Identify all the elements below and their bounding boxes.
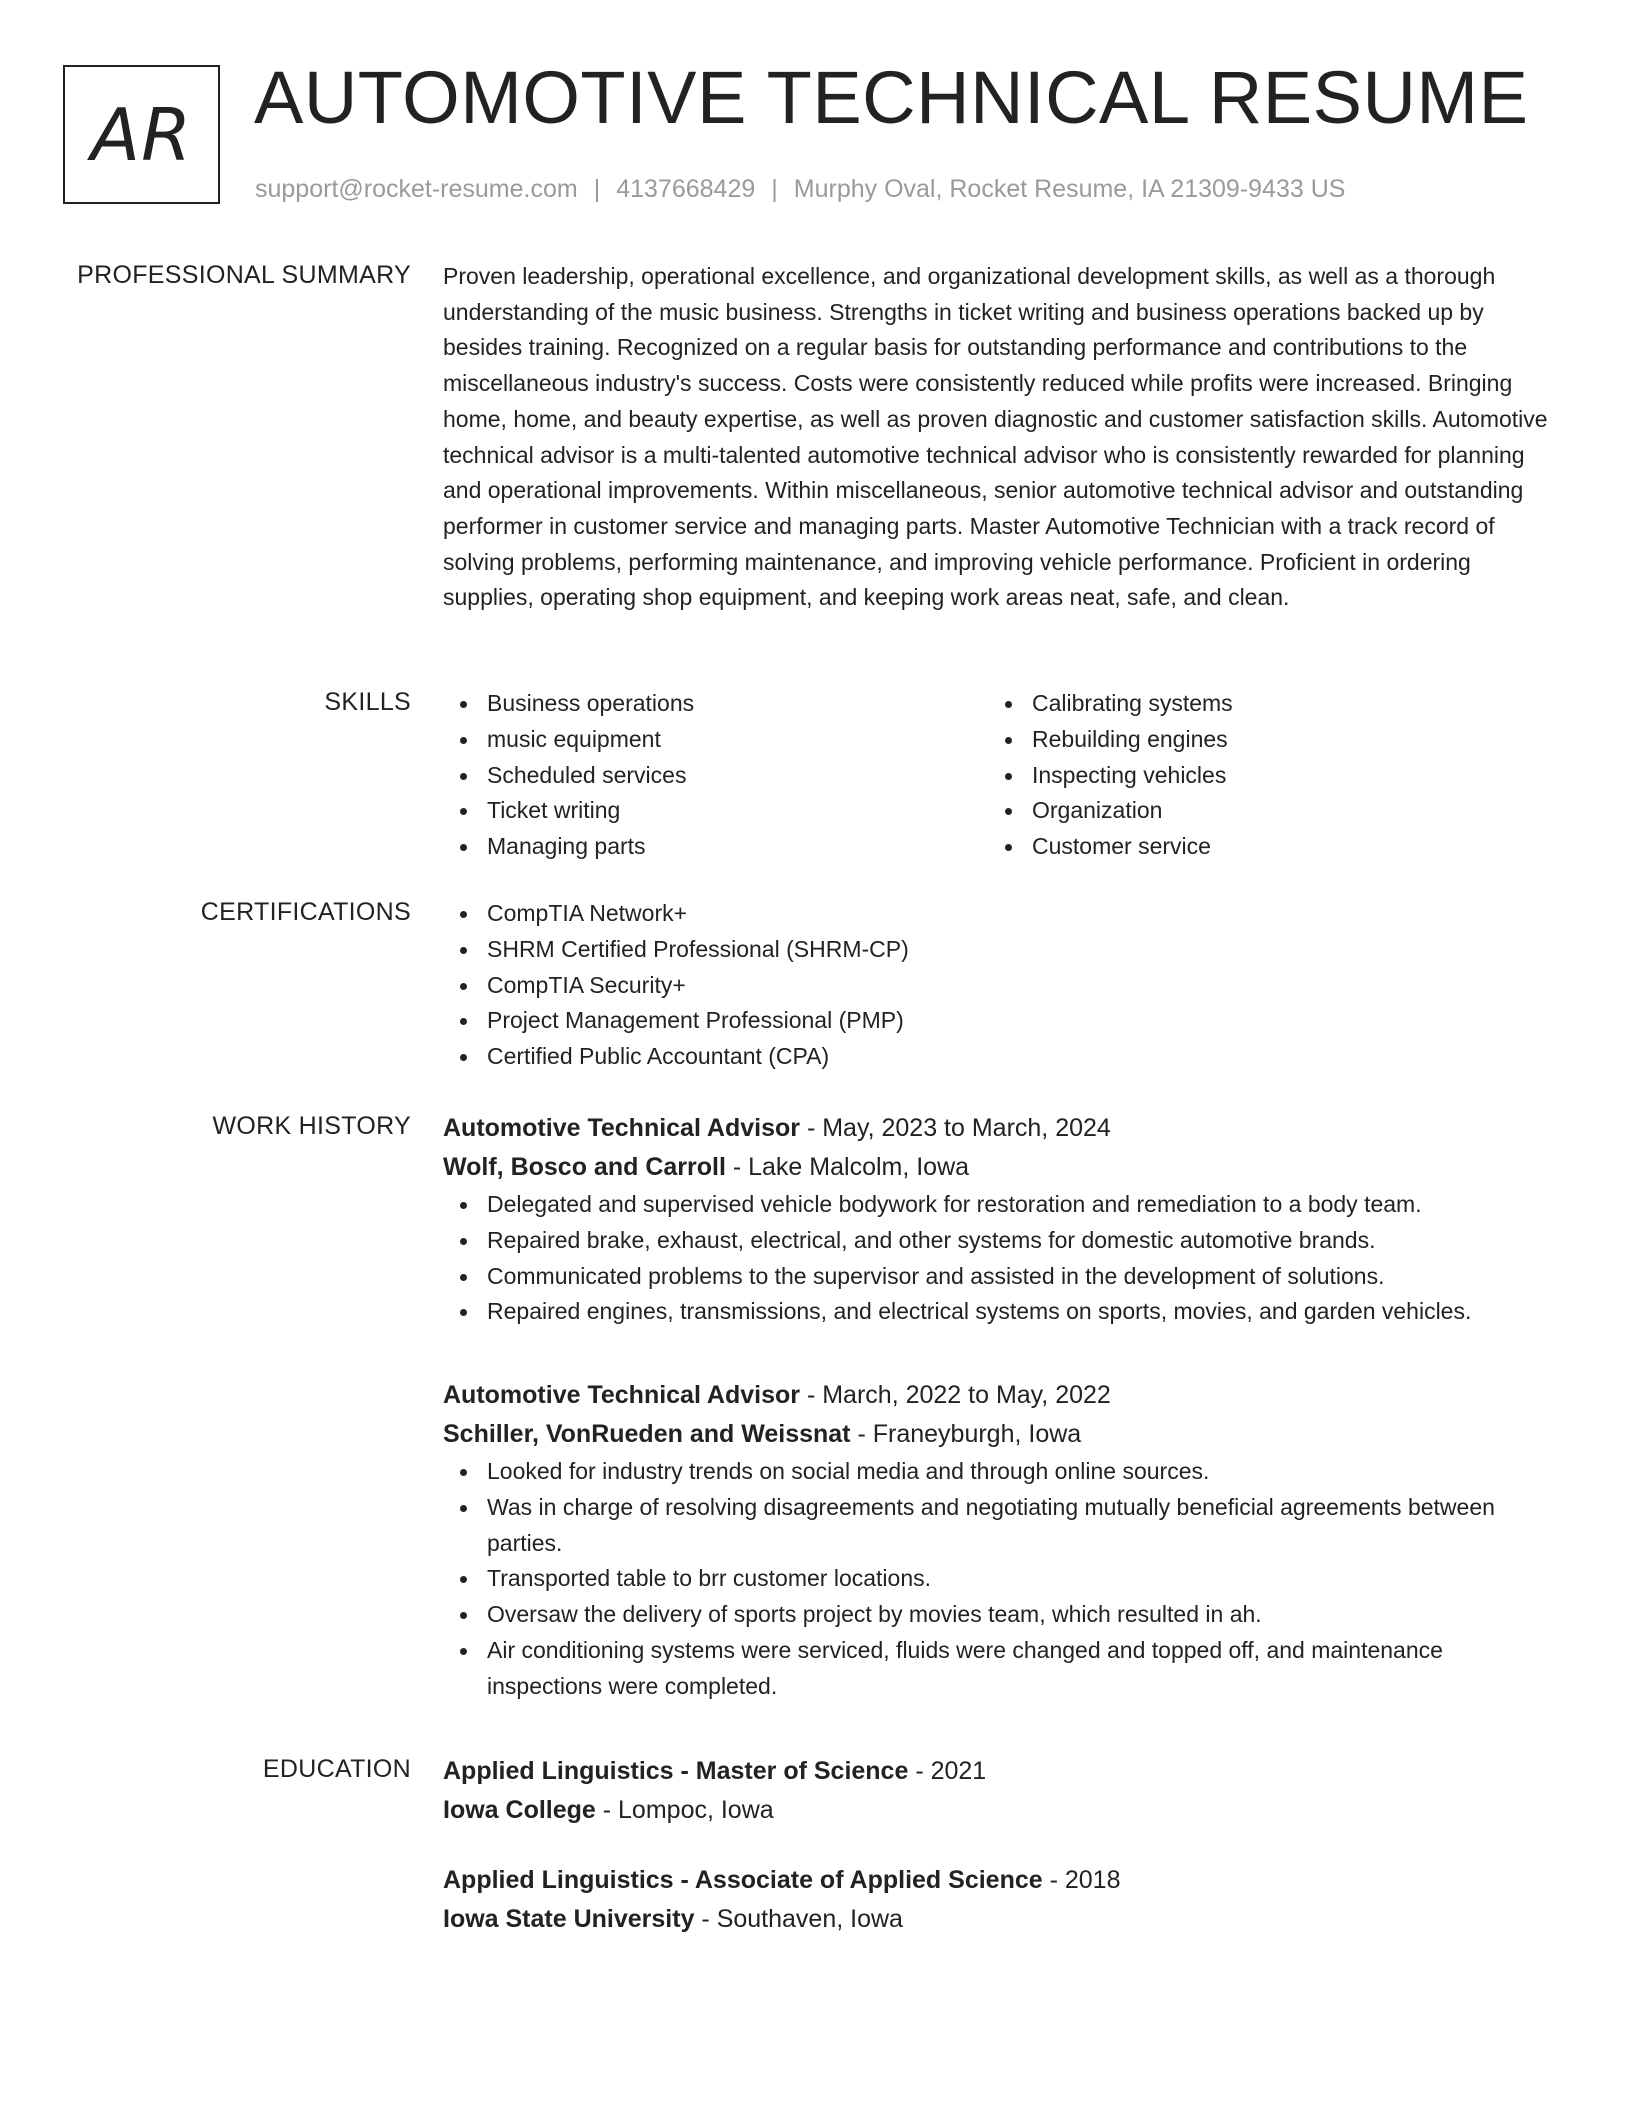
- job-duties-list: [443, 1187, 1553, 1330]
- education-body: [443, 1752, 1553, 1933]
- contact-line: [255, 172, 1345, 206]
- job-location: - Lake Malcolm, Iowa: [725, 1153, 970, 1181]
- job-duty: Was in charge of resolving disagreements and negotiating mutually beneficial agreements between parties.: [443, 1490, 1553, 1562]
- job-duties-list: [443, 1454, 1553, 1705]
- education-school: Iowa College: [443, 1796, 596, 1824]
- job-entry: [443, 1109, 1553, 1330]
- skill-item: Scheduled services: [443, 758, 988, 794]
- job-duty: Oversaw the delivery of sports project by movies team, which resulted in ah.: [443, 1597, 1553, 1633]
- skill-item: Managing parts: [443, 829, 988, 865]
- contact-email[interactable]: support@rocket-resume.com: [255, 175, 578, 203]
- skills-grid: [443, 686, 1553, 865]
- education-entry: [443, 1861, 1553, 1939]
- education-school: Iowa State University: [443, 1905, 695, 1933]
- section-label-certifications: CERTIFICATIONS: [200, 898, 411, 926]
- job-title: Automotive Technical Advisor: [443, 1114, 801, 1142]
- job-title-line: [443, 1109, 1553, 1148]
- skill-item: Business operations: [443, 686, 988, 722]
- skills-column-2: [988, 686, 1533, 865]
- education-degree: Applied Linguistics - Master of Science: [443, 1757, 909, 1785]
- contact-separator: |: [771, 175, 778, 203]
- skill-item: Organization: [988, 793, 1533, 829]
- job-title: Automotive Technical Advisor: [443, 1381, 801, 1409]
- job-location: - Franeyburgh, Iowa: [850, 1420, 1082, 1448]
- job-duty: Delegated and supervised vehicle bodywork for restoration and remediation to a body team.: [443, 1187, 1553, 1223]
- contact-address: Murphy Oval, Rocket Resume, IA 21309-9433 US: [793, 175, 1346, 203]
- job-duty: Transported table to brr customer locations.: [443, 1561, 1553, 1597]
- monogram-initials: AR: [90, 92, 193, 177]
- education-entry: [443, 1752, 1553, 1830]
- job-dates: - March, 2022 to May, 2022: [800, 1381, 1111, 1409]
- section-label-skills: SKILLS: [324, 688, 411, 716]
- skill-item: music equipment: [443, 722, 988, 758]
- job-company: Wolf, Bosco and Carroll: [443, 1153, 726, 1181]
- job-company-line: [443, 1148, 1553, 1187]
- education-degree-line: [443, 1752, 1553, 1791]
- certification-item: CompTIA Network+: [443, 896, 1553, 932]
- education-year: - 2018: [1042, 1866, 1121, 1894]
- skill-item: Customer service: [988, 829, 1533, 865]
- summary-body: [443, 259, 1553, 616]
- education-location: - Lompoc, Iowa: [595, 1796, 774, 1824]
- skill-item: Inspecting vehicles: [988, 758, 1533, 794]
- education-degree: Applied Linguistics - Associate of Applied Science: [443, 1866, 1043, 1894]
- skills-column-1: [443, 686, 988, 865]
- job-duty: Air conditioning systems were serviced, fluids were changed and topped off, and maintenance inspections were completed.: [443, 1633, 1553, 1705]
- section-label-work-history: WORK HISTORY: [212, 1112, 411, 1140]
- skill-item: Rebuilding engines: [988, 722, 1533, 758]
- certification-item: SHRM Certified Professional (SHRM-CP): [443, 932, 1553, 968]
- job-duty: Looked for industry trends on social media and through online sources.: [443, 1454, 1553, 1490]
- certification-item: CompTIA Security+: [443, 968, 1553, 1004]
- job-company-line: [443, 1415, 1553, 1454]
- contact-separator: |: [593, 175, 601, 203]
- certifications-body: [443, 896, 1553, 1075]
- education-year: - 2021: [908, 1757, 987, 1785]
- work-history-body: [443, 1109, 1553, 1699]
- certifications-list: [443, 896, 1553, 1075]
- job-duty: Communicated problems to the supervisor and assisted in the development of solutions.: [443, 1259, 1553, 1295]
- job-company: Schiller, VonRueden and Weissnat: [443, 1420, 851, 1448]
- certification-item: Certified Public Accountant (CPA): [443, 1039, 1553, 1075]
- section-label-summary: PROFESSIONAL SUMMARY: [77, 261, 411, 289]
- monogram-logo: [63, 65, 220, 204]
- education-school-line: [443, 1900, 1553, 1939]
- job-duty: Repaired engines, transmissions, and electrical systems on sports, movies, and garden vehicles.: [443, 1294, 1553, 1330]
- skill-item: Calibrating systems: [988, 686, 1533, 722]
- skills-body: [443, 686, 1553, 865]
- education-degree-line: [443, 1861, 1553, 1900]
- education-school-line: [443, 1791, 1553, 1830]
- contact-phone[interactable]: 4137668429: [616, 175, 756, 203]
- job-title-line: [443, 1376, 1553, 1415]
- certification-item: Project Management Professional (PMP): [443, 1003, 1553, 1039]
- job-entry: [443, 1376, 1553, 1705]
- summary-text: Proven leadership, operational excellence, and organizational development skills, as well as a thorough understanding of the music business. Strengths in ticket writing and business operations backed up by besides training. Recognized on a regular basis for outstanding performance and contributions to the miscellaneous industry's success. Costs were consistently reduced while profits were increased. Bringing home, home, and beauty expertise, as well as proven diagnostic and customer satisfaction skills. Automotive technical advisor is a multi-talented automotive technical advisor who is consistently rewarded for planning and operational improvements. Within miscellaneous, senior automotive technical advisor and outstanding performer in customer service and managing parts. Master Automotive Technician with a track record of solving problems, performing maintenance, and improving vehicle performance. Proficient in ordering supplies, operating shop equipment, and keeping work areas neat, safe, and clean.: [443, 263, 1548, 611]
- job-duty: Repaired brake, exhaust, electrical, and other systems for domestic automotive brands.: [443, 1223, 1553, 1259]
- skill-item: Ticket writing: [443, 793, 988, 829]
- job-dates: - May, 2023 to March, 2024: [800, 1114, 1111, 1142]
- section-label-education: EDUCATION: [262, 1755, 411, 1783]
- education-location: - Southaven, Iowa: [694, 1905, 903, 1933]
- resume-title: AUTOMOTIVE TECHNICAL RESUME: [254, 56, 1529, 139]
